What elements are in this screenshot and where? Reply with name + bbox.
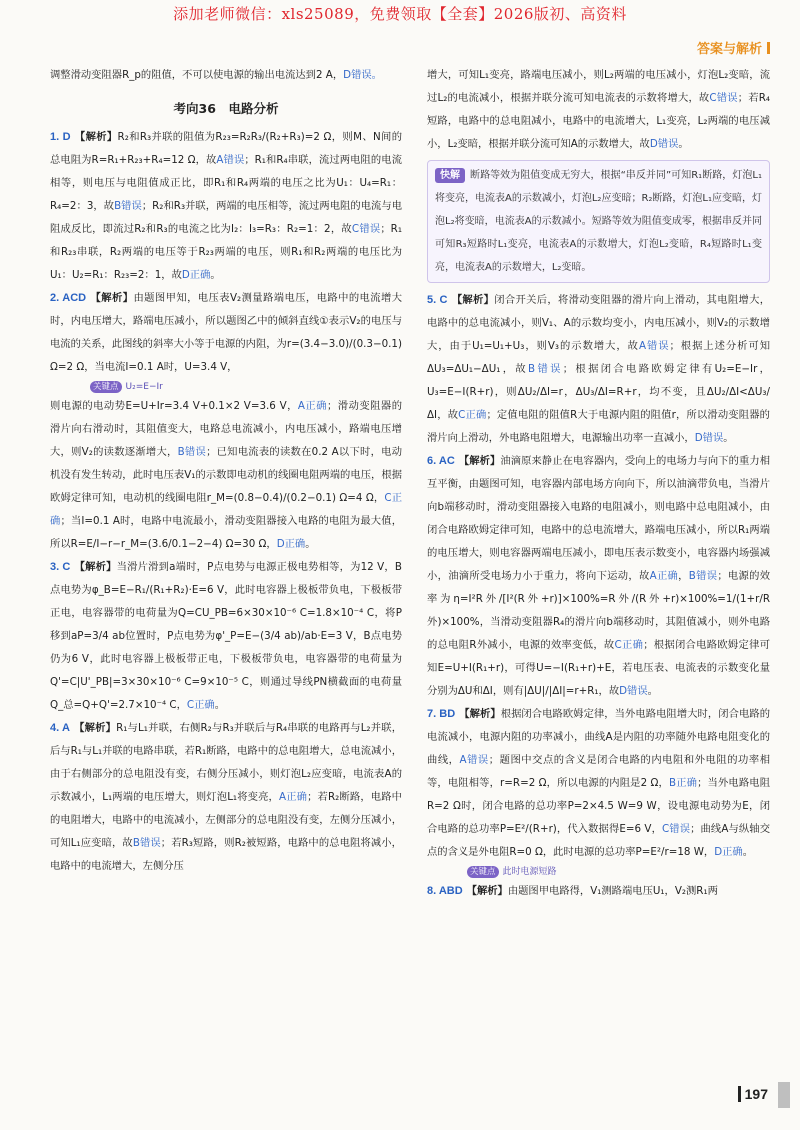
quick-solution-tag: 快解	[435, 168, 465, 183]
key-note: 关键点 此时电源短路	[427, 864, 770, 880]
answer-q7: 7. BD 【解析】根据闭合电路欧姆定律，当外电路电阻增大时，闭合电路的电流减小，电源内阻的功率减小，曲线A是内阻的功率随外电路电阻变化的曲线，A错误；题图中交点的含义是闭合电路的内电阻和外电阻的功率相等，电阻相等，r=R=2 Ω，所以电源的内阻是2 Ω，B正确；当外电路电阻R=2 Ω时，闭合电路的总功率P=2×4.5 W=9 W，设电源电动势为E，闭合电路的总功率P=E²/(R+r)，代入数据得E=6 V，C错误；曲线A与纵轴交点的含义是外电阻R=0 Ω，此时电源的总功率P=E²/r=18 W，D正确。	[427, 708, 771, 858]
left-column	[50, 64, 402, 878]
quick-solution-box	[427, 160, 770, 283]
question-number: 2. ACD	[50, 292, 87, 304]
header-bar-icon	[767, 42, 770, 54]
key-note: 关键点 U₂=E−Ir	[50, 379, 402, 395]
answer-q8: 8. ABD 【解析】由题图甲电路得，V₁测路端电压U₁，V₂测R₁两	[427, 885, 718, 897]
question-number: 3. C	[50, 561, 71, 573]
question-number: 8. ABD	[427, 885, 463, 897]
page-edge-bar	[778, 1082, 790, 1108]
header-tag-text: 答案与解析	[696, 42, 762, 57]
answer-q1: 1. D 【解析】R₂和R₃并联的阻值为R₂₃=R₂R₃/(R₂+R₃)=2 Ω，则M、N间的总电阻为R=R₁+R₂₃+R₄=12 Ω，故A错误；R₁和R₄串联，流过两电阻的电流相等，则电压与电阻值成正比，即R₁和R₄两端的电压之比为U₁：U₄=R₁：R₄=2：3，故B错误；R₂和R₃并联，两端的电压相等，流过两电阻的电流与电阻成反比，即流过R₂和R₃的电流之比为I₂：I₃=R₃：R₂=1：2，故C错误；R₁和R₂₃串联，R₂两端的电压等于R₂₃两端的电压，则R₁和R₂两端的电压比为U₁：U₂=R₁：R₂₃=2：1，故D正确。	[50, 131, 402, 281]
answer-q3: 3. C 【解析】当滑片滑到a端时，P点电势与电源正极电势相等，为12 V，B点电势为φ_B=E−R₁/(R₁+R₂)·E=6 V，此时电容器上极板带负电，下极板带正电，电容器带的电荷量为Q=CU_PB=6×30×10⁻⁶ C=1.8×10⁻⁴ C，将P移到aP=3/4 ab位置时，P点电势为φ'_P=E−(3/4 ab)/ab·E=3 V，B点电势仍为6 V，此时电容器上极板带正电，下极板带负电，电容器带的电荷量为Q'=C|U'_PB|=3×30×10⁻⁶ C=9×10⁻⁵ C，则通过导线PN横截面的电荷量Q_总=Q+Q'=2.7×10⁻⁴ C，C正确。	[50, 561, 402, 711]
answer-q2-cont: 则电源的电动势E=U+Ir=3.4 V+0.1×2 V=3.6 V，A正确；滑动变阻器的滑片向右滑动时，其阻值变大，电路总电流减小，内电压减小，路端电压增大，则V₂的读数逐渐增大，B错误；已知电流表的读数在0.2 A以下时，电动机没有发生转动，此时电压表V₁的示数即电动机的线圈电阻两端的电压，根据欧姆定律可知，电动机的线圈电阻r_M=(0.8−0.4)/(0.2−0.1) Ω=4 Ω，C正确；当I=0.1 A时，电路中电流最小，滑动变阻器接入电路的电阻为最大值，所以R=E/I−r−r_M=(3.6/0.1−2−4) Ω=30 Ω，D正确。	[50, 400, 402, 550]
answer-q5: 5. C 【解析】闭合开关后，将滑动变阻器的滑片向上滑动，其电阻增大，电路中的总电流减小，则V₁、A的示数均变小，内电压减小，则V₂的示数增大，由于U₁=U₁+U₃，则V₃的示数增大，故A错误；根据上述分析可知ΔU₃=ΔU₁−ΔU₁，故B错误；根据闭合电路欧姆定律有U₂=E−Ir，U₃=E−I(R+r)，则ΔU₂/ΔI=r，ΔU₃/ΔI=R+r，均不变，且ΔU₂/ΔI<ΔU₃/ΔI，故C正确；定值电阻的阻值R大于电源内阻的阻值r，所以滑动变阻器的滑片向上滑动，外电路电阻增大，电源输出功率一直减小，D错误。	[427, 294, 771, 444]
page-number: 197	[738, 1086, 768, 1102]
question-number: 5. C	[427, 294, 448, 306]
intro-paragraph: 调整滑动变阻器R_p的阻值，不可以使电源的输出电流达到2 A，D错误。	[50, 69, 382, 81]
section-title: 考向36 电路分析	[173, 101, 279, 116]
question-number: 6. AC	[427, 455, 455, 467]
key-point-icon: 关键点	[467, 866, 499, 878]
question-number: 7. BD	[427, 708, 456, 720]
question-number: 4. A	[50, 722, 70, 734]
header-tag	[697, 38, 770, 57]
watermark-banner: 添加老师微信：xls25089，免费领取【全套】2026版初、高资料	[173, 5, 627, 23]
answer-q4: 4. A 【解析】R₁与L₁并联，右侧R₂与R₃并联后与R₄串联的电路再与L₂并联，后与R₁与L₁并联的电路串联，若R₁断路，电路中的总电阻增大，总电流减小，由于右侧部分的总电阻没有变，右侧分压减小，则灯泡L₂应变暗，电流表A的示数减小，L₁两端的电压增大，则灯泡L₁将变亮，A正确；若R₂断路，电路中的电阻增大，电路中的电流减小，左侧部分的总电阻没有变，左侧分压减小，可知L₁应变暗，故B错误；若R₃短路，则R₂被短路，电路中的总电阻将减小，电路中的电流增大，左侧分压	[50, 722, 403, 872]
question-number: 1. D	[50, 131, 71, 143]
quick-solution-text: 断路等效为阻值变成无穷大，根据“串反并同”可知R₁断路，灯泡L₁将变亮，电流表A的示数减小，灯泡L₂应变暗；R₂断路，灯泡L₁应变暗，灯泡L₂将变暗，电流表A的示数减小。短路等效为阻值变成零，根据串反并同可知R₃短路时L₁变亮，电流表A的示数增大，灯泡L₂变暗，R₄短路时L₁变亮，电流表A的示数增大，L₂变暗。	[435, 170, 762, 273]
answer-q2: 2. ACD 【解析】由题图甲知，电压表V₂测量路端电压，电路中的电流增大时，内电压增大，路端电压减小，所以题图乙中的倾斜直线①表示V₂的电压与电流的关系，此图线的斜率大小等于电源的内阻，为r=(3.4−3.0)/(0.3−0.1) Ω=2 Ω，当电流I=0.1 A时，U=3.4 V，	[50, 292, 403, 373]
key-point-icon: 关键点	[90, 381, 122, 393]
answer-q6: 6. AC 【解析】油滴原来静止在电容器内，受向上的电场力与向下的重力相互平衡，由题图可知，电容器内部电场方向向下，所以油滴带负电，当滑片向b端移动时，滑动变阻器接入电路的电阻减小，则电路中总电阻减小，由闭合电路欧姆定律可知，电路中的总电流增大，路端电压减小，所以R₁两端的电压增大，则电容器两端电压减小，即电压表示数变小，电容器内场强减小，油滴所受电场力小于重力，将向下运动，故A正确，B错误；电源的效率为η=I²R外/[I²(R外+r)]×100%=R外/(R外+r)×100%=1/(1+r/R外)×100%，当滑动变阻器R₄的滑片向b端移动时，其阻值减小，则外电路的总电阻R外减小，电源的效率变低，故C正确；根据闭合电路欧姆定律可知E=U+I(R₁+r)，可得U=−I(R₁+r)+E，若电压表、电流表的示数变化量分别为ΔU和ΔI，则有|ΔU|/|ΔI|=r+R₁，故D错误。	[427, 455, 771, 697]
answer-q4-cont: 增大，可知L₁变亮，路端电压减小，则L₂两端的电压减小，灯泡L₂变暗，流过L₂的电流减小，根据并联分流可知电流表的示数将增大，故C错误；若R₄短路，电路中的总电阻减小，电路中的电流增大，L₁变亮，L₂两端的电压减小，L₂变暗，根据并联分流可知A的示数增大，故D错误。	[427, 69, 770, 150]
right-column	[427, 64, 770, 903]
